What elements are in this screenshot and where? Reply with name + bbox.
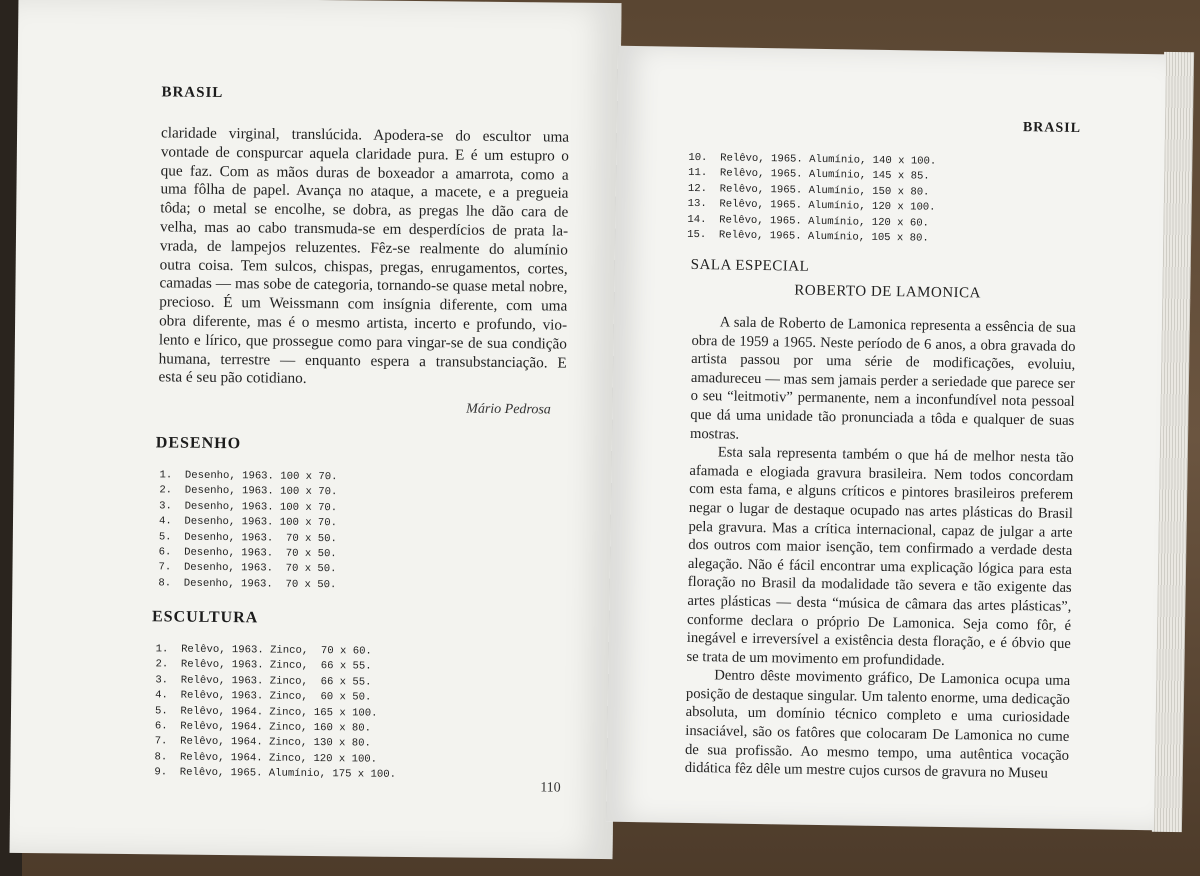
list-item: 7. Relêvo, 1964. Zinco, 130 x 80. <box>154 735 371 751</box>
essay-signature: Mário Pedrosa <box>466 401 551 418</box>
desenho-list <box>158 468 337 593</box>
essay-text <box>158 124 569 391</box>
essay-line: vrada, de lampejos reluzentes. Fêz-se realmente do alumínio <box>159 237 568 259</box>
list-item: 11. Relêvo, 1965. Alumínio, 145 x 85. <box>688 167 930 184</box>
list-item: 6. Relêvo, 1964. Zinco, 160 x 80. <box>154 720 372 735</box>
list-item: 1. Relêvo, 1963. Zinco, 70 x 60. <box>155 643 372 658</box>
paragraph: Esta sala representa também o que há de melhor nesta tão afamada e elogiada gravura brasileira. Nem todos concordam com esta fama, e alguns críticos e pintores brasileiros preferem negar o lugar de destaque ocupado nas artes plásticas do Brasil pela gravura. Mas a crítica internacional, capaz de julgar a arte dos outros com maior isenção, tem confirmado a verdade desta alegação. Não é fácil encontrar uma explicação lógica para esta floração no Brasil da modalidade tão severa e tão exigente das artes plásticas — desta “música de câmara das artes plásticas”, conforme declara o próprio De Lamonica. Seja como fôr, é inegável e irreversível a existência desta floração, e é óbvio que se trata de um movimento em profundidade. <box>686 444 1074 669</box>
essay-line: claridade virginal, translúcida. Apodera-se do escultor uma <box>160 124 570 146</box>
list-item: 2. Desenho, 1963. 100 x 70. <box>159 484 338 499</box>
running-head-left: BRASIL <box>161 84 224 102</box>
escultura-heading: ESCULTURA <box>151 608 259 627</box>
right-page <box>606 46 1166 831</box>
essay-line: outra coisa. Tem sulcos, chispas, pregas, enrugamentos, cortes, <box>159 255 568 278</box>
artist-name: ROBERTO DE LAMONICA <box>794 282 982 302</box>
essay-line: humana, terrestre — enquanto espera a transubstanciação. E <box>158 349 567 372</box>
essay-line: lento e lírico, que prossegue como para vingar-se de sua condição <box>158 331 567 353</box>
list-item: 14. Relêvo, 1965. Alumínio, 120 x 60. <box>687 213 930 230</box>
list-item: 1. Desenho, 1963. 100 x 70. <box>159 469 338 484</box>
sala-especial-text <box>685 313 1076 784</box>
list-item: 5. Relêvo, 1964. Zinco, 165 x 100. <box>154 704 378 720</box>
essay-line: velha, mas ao cabo transmuda-se em desperdícios de prata la- <box>160 218 569 240</box>
paragraph: A sala de Roberto de Lamonica representa a essência de sua obra de 1959 a 1965. Neste período de 6 anos, a obra gravada do artista passou por uma série de modificações, evoluiu, amadureceu — mas sem jamais perder a seriedade que parece ser o seu “leitmotiv” permanente, nem a inconfundível nota pessoal que dá uma unidade tão pronunciada a tôda e qualquer de suas mostras. <box>689 314 1076 443</box>
list-item: 5. Desenho, 1963. 70 x 50. <box>158 530 337 545</box>
list-item: 3. Relêvo, 1963. Zinco, 66 x 55. <box>155 674 372 689</box>
essay-line: camadas — mas sobe de categoria, tornando-se quase metal nobre, <box>159 274 568 297</box>
essay-line: vontade de conspurcar aquela claridade pura. E é um estupro o <box>160 143 569 165</box>
left-page <box>10 0 622 859</box>
escultura-list <box>154 642 397 783</box>
paragraph: Dentro dêste movimento gráfico, De Lamonica ocupa uma posição de destaque singular. Um talento enorme, uma dedicação absoluta, um domínio técnico completo e uma curiosidade insaciável, são os fatôres que colocaram De Lamonica no cume de sua profissão. Ao mesmo tempo, uma autêntica vocação didática fêz dêle um mestre cujos cursos de gravura no Museu <box>684 667 1071 782</box>
list-item: 4. Relêvo, 1963. Zinco, 60 x 50. <box>155 689 372 704</box>
list-item: 4. Desenho, 1963. 100 x 70. <box>158 515 338 530</box>
list-item: 8. Relêvo, 1964. Zinco, 120 x 100. <box>154 751 378 766</box>
list-item: 3. Desenho, 1963. 100 x 70. <box>159 500 338 515</box>
list-item: 6. Desenho, 1963. 70 x 50. <box>158 546 337 561</box>
list-item: 12. Relêvo, 1965. Alumínio, 150 x 80. <box>687 182 930 199</box>
list-item: 9. Relêvo, 1965. Alumínio, 175 x 100. <box>154 766 397 782</box>
essay-line: tôda; o metal se encolhe, se dobra, as pregas lhe dão cara de <box>160 199 569 221</box>
running-head-right: BRASIL <box>1022 120 1082 137</box>
essay-line: esta é seu pão cotidiano. <box>158 368 307 388</box>
essay-line: precioso. É um Weissmann com insígnia diferente, com uma <box>159 293 568 315</box>
list-item: 8. Desenho, 1963. 70 x 50. <box>158 577 337 592</box>
section-heading: SALA ESPECIAL <box>690 256 810 275</box>
page-number: 110 <box>540 780 561 796</box>
essay-line: uma fôlha de papel. Avança no ataque, a macete, e a pregueia <box>160 180 569 203</box>
desenho-heading: DESENHO <box>155 434 242 453</box>
essay-line: obra diferente, mas é o mesmo artista, incerto e profundo, vio- <box>159 312 568 334</box>
list-item: 10. Relêvo, 1965. Alumínio, 140 x 100. <box>688 151 937 168</box>
list-item: 13. Relêvo, 1965. Alumínio, 120 x 100. <box>687 198 936 214</box>
list-item: 15. Relêvo, 1965. Alumínio, 105 x 80. <box>687 228 929 245</box>
list-item: 7. Desenho, 1963. 70 x 50. <box>158 561 337 576</box>
list-item: 2. Relêvo, 1963. Zinco, 66 x 55. <box>155 658 372 674</box>
essay-line: que faz. Com as mãos duras de boxeador a amarrota, como a <box>160 161 569 184</box>
escultura-continued-list <box>687 151 936 247</box>
